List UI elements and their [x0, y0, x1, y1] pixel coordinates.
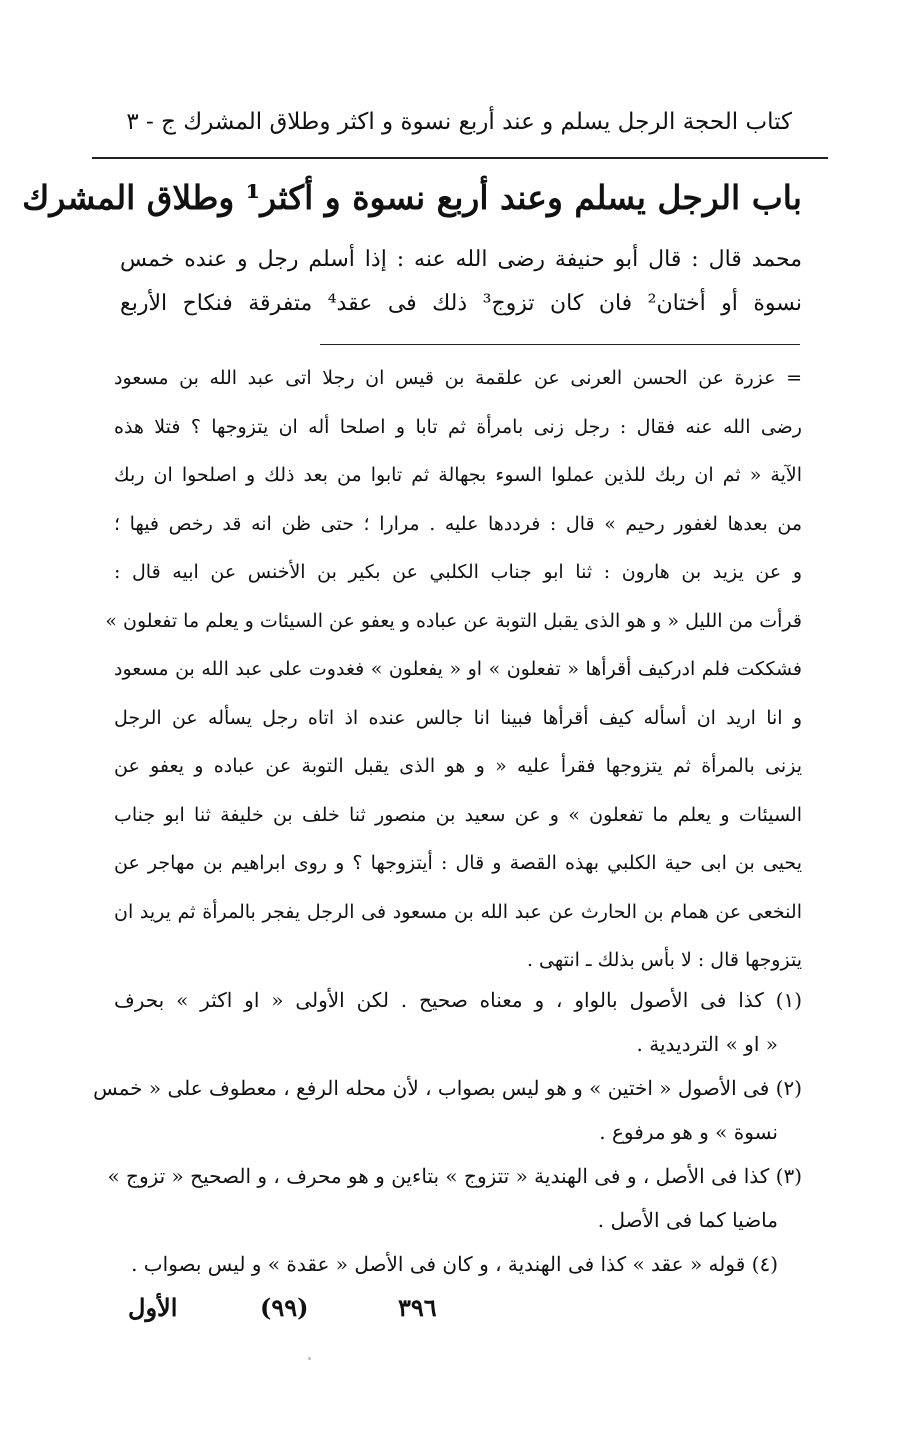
header-rule	[92, 157, 828, 159]
editor-note-1	[114, 978, 802, 1066]
chapter-title: باب الرجل يسلم وعند أربع نسوة و أكثر¹ وطلاق المشرك	[22, 178, 802, 217]
folio-number: (٩٩)	[260, 1293, 309, 1322]
footnote-line: رضى الله عنه فقال : رجل زنى بامرأة ثم تابا و اصلحا أله ان يتزوجها ؟ فتلا هذه	[114, 415, 802, 438]
body-text	[120, 238, 802, 326]
editor-note-4	[114, 1242, 802, 1286]
footnote-line: = عزرة عن الحسن العرنى عن علقمة بن قيس ان رجلا اتى عبد الله بن مسعود	[114, 367, 802, 389]
continued-footnote	[105, 354, 802, 985]
editor-note-2	[93, 1066, 802, 1154]
note-line: « او » الترديدية .	[636, 1032, 778, 1056]
footnote-line: يحيى بن ابى حية الكلبي بهذه القصة و قال : أيتزوجها ؟ و روى ابراهيم بن مهاجر عن	[114, 852, 802, 874]
volume-label: الأول	[128, 1293, 178, 1322]
body-line: نسوة أو أختان² فان كان تزوج³ ذلك فى عقد⁴ متفرقة فنكاح الأربع	[120, 291, 802, 316]
footnote-line: قرأت من الليل « و هو الذى يقبل التوبة عن عباده و يعفو عن السيئات و يعلم ما تفعلون »	[105, 609, 802, 632]
note-line: (٤) قوله « عقد » كذا فى الهندية ، و كان فى الأصل « عقدة » و ليس بصواب .	[131, 1252, 778, 1276]
running-header: كتاب الحجة الرجل يسلم و عند أربع نسوة و اكثر وطلاق المشرك ج - ٣	[126, 109, 792, 135]
footnote-line: و عن يزيد بن هارون : ثنا ابو جناب الكلبي عن بكير بن الأخنس عن ابيه قال :	[114, 561, 802, 583]
footnote-line: فشككت فلم ادركيف أقرأها « تفعلون » او « يفعلون » فغدوت على عبد الله بن مسعود	[114, 658, 802, 680]
footnote-line: النخعى عن همام بن الحارث عن عبد الله بن مسعود فى الرجل يفجر بالمرأة ثم يريد ان	[114, 900, 802, 923]
body-line: محمد قال : قال أبو حنيفة رضى الله عنه : إذا أسلم رجل و عنده خمس	[120, 247, 802, 272]
editor-note-3	[107, 1154, 802, 1242]
editor-notes	[93, 978, 802, 1286]
footnote-line: و انا اريد ان أسأله كيف أقرأها فبينا انا جالس عنده اذ اتاه رجل يسأله عن الرجل	[114, 706, 802, 729]
note-line: (١) كذا فى الأصول بالواو ، و معناه صحيح . لكن الأولى « او اكثر » بحرف	[114, 988, 802, 1012]
note-line: (٢) فى الأصول « اختين » و هو ليس بصواب ، لأن محله الرفع ، معطوف على « خمس	[93, 1076, 802, 1100]
footnote-line: من بعدها لغفور رحيم » قال : فرددها عليه . مرارا ؛ حتى ظن انه قد رخص فيها ؛	[114, 512, 802, 535]
page-number: ٣٩٦	[398, 1293, 437, 1322]
scan-speck	[308, 1357, 311, 1360]
footnote-line: الآية « ثم ان ربك للذين عملوا السوء بجهالة ثم تابوا من بعد ذلك و اصلحوا ان ربك	[114, 464, 802, 486]
footnote-line: يزنى بالمرأة ثم يتزوجها فقرأ عليه « و هو الذى يقبل التوبة عن عباده و يعفو عن	[114, 755, 802, 777]
note-line: ماضيا كما فى الأصل .	[597, 1208, 778, 1232]
note-line: (٣) كذا فى الأصل ، و فى الهندية « تتزوج » بتاءين و هو محرف ، و الصحيح « تزوج »	[107, 1164, 802, 1188]
footnote-line: السيئات و يعلم ما تفعلون » و عن سعيد بن منصور ثنا خلف بن خليفة ثنا ابو جناب	[114, 803, 802, 826]
page-footer	[128, 1288, 480, 1328]
note-line: نسوة » و هو مرفوع .	[599, 1120, 778, 1144]
footnote-rule	[320, 344, 800, 345]
footnote-line: يتزوجها قال : لا بأس بذلك ـ انتهى .	[526, 949, 802, 971]
